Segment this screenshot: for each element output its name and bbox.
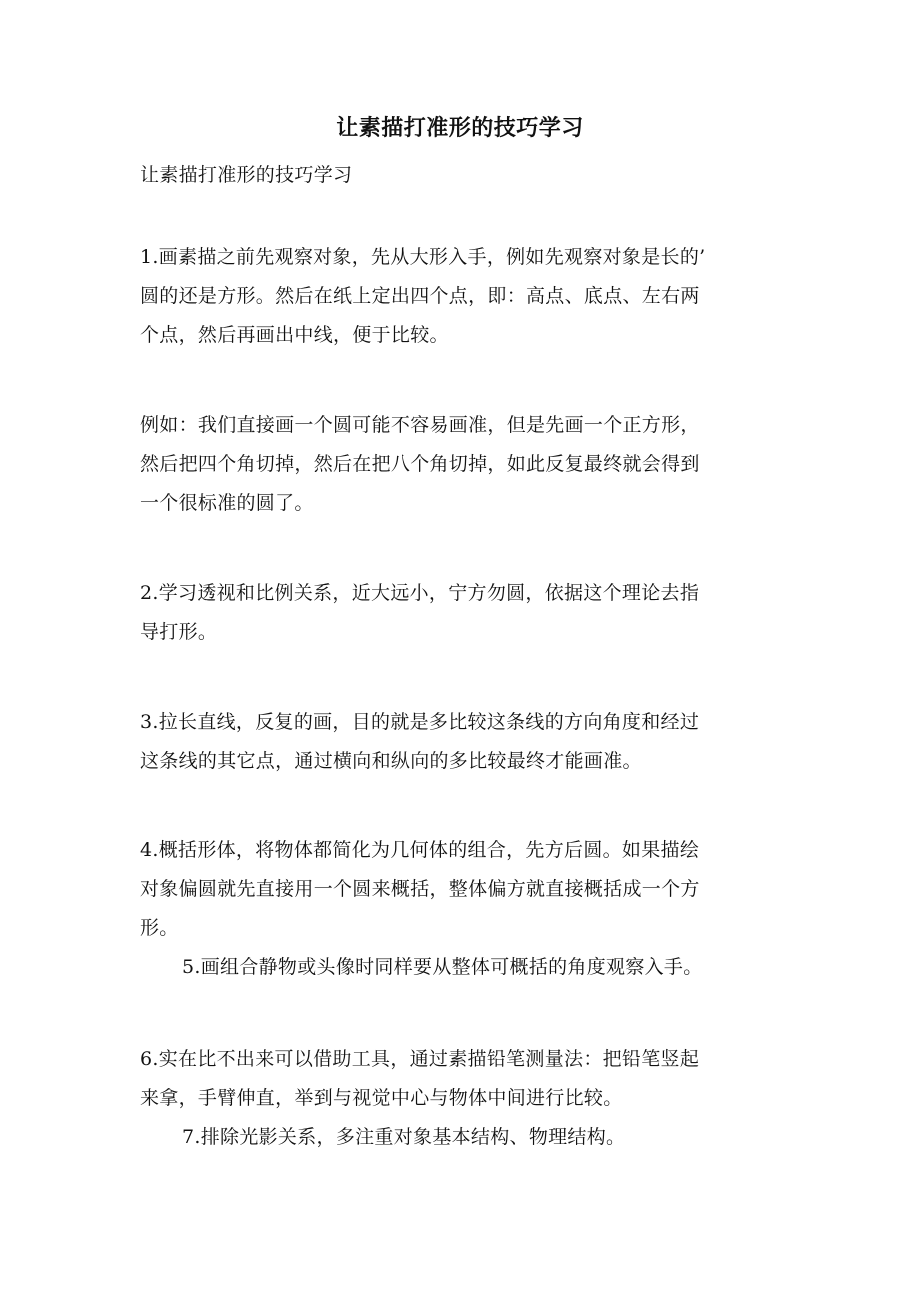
paragraph-line: 例如：我们直接画一个圆可能不容易画准，但是先画一个正方形， xyxy=(140,414,700,436)
document-subtitle: 让素描打准形的技巧学习 xyxy=(140,164,353,186)
document-title: 让素描打准形的技巧学习 xyxy=(336,115,584,141)
document-subtitle-block xyxy=(140,156,780,195)
paragraph-line: 导打形。 xyxy=(140,621,218,643)
paragraph-line: 来拿，手臂伸直，举到与视觉中心与物体中间进行比较。 xyxy=(140,1087,623,1109)
paragraph-1 xyxy=(140,238,780,355)
paragraph-line: 3.拉长直线，反复的画，目的就是多比较这条线的方向角度和经过 xyxy=(140,711,700,733)
paragraph-3 xyxy=(140,574,780,652)
paragraph-line: 对象偏圆就先直接用一个圆来概括，整体偏方就直接概括成一个方 xyxy=(140,878,700,900)
paragraph-line: 然后把四个角切掉，然后在把八个角切掉，如此反复最终就会得到 xyxy=(140,453,700,475)
paragraph-line: 4.概括形体，将物体都简化为几何体的组合，先方后圆。如果描绘 xyxy=(140,839,700,861)
paragraph-6 xyxy=(140,1040,780,1157)
paragraph-line: 7.排除光影关系，多注重对象基本结构、物理结构。 xyxy=(182,1126,626,1148)
paragraph-line: 1.画素描之前先观察对象，先从大形入手，例如先观察对象是长的’ xyxy=(140,246,706,268)
paragraph-line: 5.画组合静物或头像时同样要从整体可概括的角度观察入手。 xyxy=(182,956,703,978)
paragraph-line: 2.学习透视和比例关系，近大远小，宁方勿圆，依据这个理论去指 xyxy=(140,582,700,604)
paragraph-line: 这条线的其它点，通过横向和纵向的多比较最终才能画准。 xyxy=(140,750,642,772)
paragraph-5 xyxy=(140,831,780,987)
paragraph-line: 个点，然后再画出中线，便于比较。 xyxy=(140,324,449,346)
paragraph-line: 一个很标准的圆了。 xyxy=(140,492,314,514)
paragraph-2 xyxy=(140,406,780,523)
paragraph-line: 圆的还是方形。然后在纸上定出四个点，即：高点、底点、左右两 xyxy=(140,285,700,307)
paragraph-line: 6.实在比不出来可以借助工具，通过素描铅笔测量法：把铅笔竖起 xyxy=(140,1048,700,1070)
paragraph-4 xyxy=(140,703,780,781)
paragraph-line: 形。 xyxy=(140,917,179,939)
